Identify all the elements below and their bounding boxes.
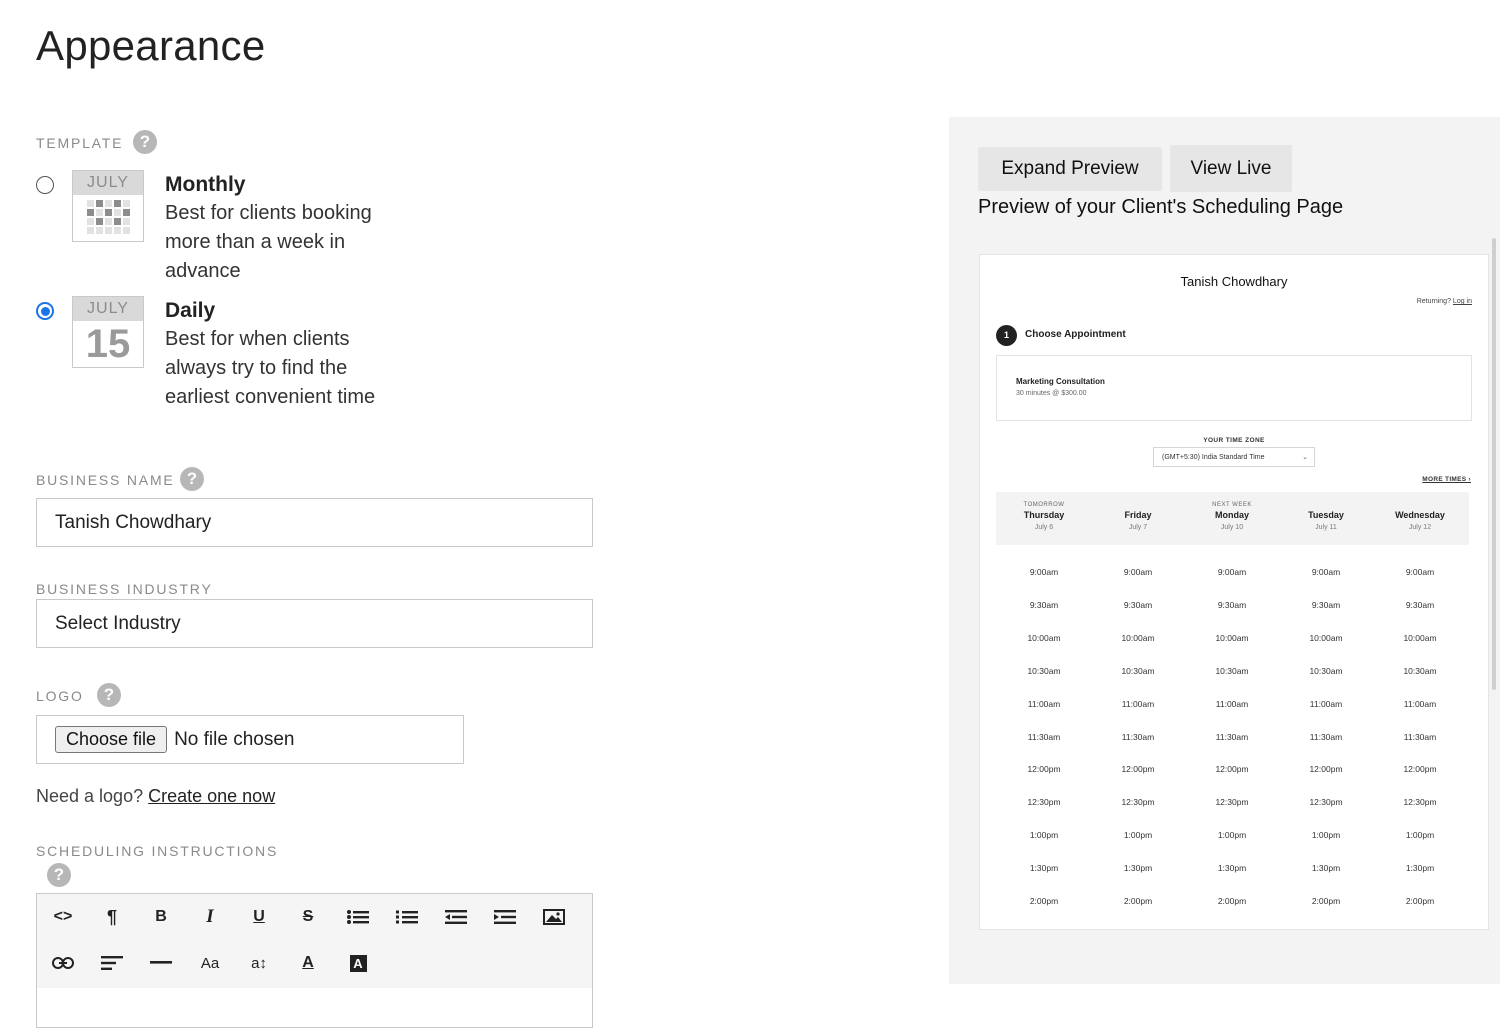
- chevron-right-icon: ›: [1468, 476, 1471, 483]
- time-slot[interactable]: 1:30pm: [1029, 863, 1059, 874]
- time-slot[interactable]: 1:00pm: [1311, 830, 1341, 841]
- time-slot[interactable]: 12:00pm: [1215, 764, 1249, 775]
- time-slot[interactable]: 12:00pm: [1121, 764, 1155, 775]
- time-slot[interactable]: 1:00pm: [1217, 830, 1247, 841]
- time-slot[interactable]: 9:30am: [1123, 599, 1153, 610]
- time-slot[interactable]: 9:00am: [1029, 567, 1059, 577]
- monthly-calendar-icon: [72, 170, 144, 242]
- underline-icon[interactable]: U: [253, 908, 265, 925]
- page-title: Appearance: [36, 22, 266, 69]
- day-date: July 12: [1408, 524, 1432, 531]
- preview-scrollbar[interactable]: [1492, 238, 1496, 690]
- appointment-card[interactable]: [996, 355, 1472, 421]
- calendar-month: JULY: [73, 297, 143, 321]
- italic-icon[interactable]: I: [206, 906, 214, 927]
- time-slot[interactable]: 9:00am: [1311, 567, 1341, 577]
- template-monthly-radio[interactable]: [36, 176, 54, 194]
- time-slot[interactable]: 10:30am: [1215, 665, 1249, 676]
- day-column: [999, 502, 1089, 531]
- business-name-label: BUSINESS NAME: [36, 472, 175, 488]
- time-slot[interactable]: 9:30am: [1311, 599, 1341, 610]
- time-slot[interactable]: 11:00am: [1215, 698, 1249, 709]
- time-slot[interactable]: 12:30pm: [1121, 797, 1155, 808]
- time-slot[interactable]: 1:30pm: [1405, 863, 1435, 874]
- day-date: July 7: [1128, 524, 1148, 531]
- time-slot[interactable]: 9:30am: [1029, 599, 1059, 610]
- day-label: [1093, 502, 1183, 510]
- expand-preview-button[interactable]: Expand Preview: [978, 147, 1162, 191]
- business-industry-label: BUSINESS INDUSTRY: [36, 581, 213, 597]
- bold-icon[interactable]: B: [155, 908, 167, 925]
- font-icon[interactable]: Aa: [200, 954, 220, 972]
- day-column: [1187, 502, 1277, 531]
- link-icon[interactable]: [48, 948, 78, 978]
- template-label: TEMPLATE: [36, 135, 124, 151]
- daily-calendar-icon: [72, 296, 144, 368]
- align-icon[interactable]: [97, 948, 127, 978]
- time-slot[interactable]: 10:30am: [1027, 665, 1061, 676]
- time-slot[interactable]: 11:30am: [1121, 731, 1155, 742]
- day-name: Friday: [1124, 510, 1152, 520]
- chevron-down-icon: ⌄: [1302, 454, 1308, 461]
- logo-prompt-text: Need a logo?: [36, 786, 144, 806]
- time-slot[interactable]: 10:00am: [1121, 632, 1155, 643]
- background-color-icon[interactable]: A: [343, 948, 373, 978]
- preview-business-name: Tanish Chowdhary: [1180, 274, 1288, 289]
- time-slot[interactable]: 1:00pm: [1123, 830, 1153, 841]
- day-date: July 6: [1034, 524, 1054, 531]
- time-slot[interactable]: 11:00am: [1121, 698, 1155, 709]
- scheduling-instructions-editor[interactable]: [36, 988, 593, 1028]
- day-label: [1375, 502, 1465, 510]
- template-daily-title: Daily: [165, 299, 216, 322]
- appointment-detail: 30 minutes @ $300.00: [1016, 390, 1087, 397]
- scheduling-instructions-label: SCHEDULING INSTRUCTIONS: [36, 843, 279, 859]
- step-number-badge: 1: [996, 325, 1017, 346]
- font-size-icon[interactable]: a↕: [251, 954, 267, 972]
- day-label: [1281, 502, 1371, 510]
- day-column: [1375, 502, 1465, 531]
- time-slot[interactable]: 11:00am: [1027, 698, 1061, 709]
- time-slot[interactable]: 2:00pm: [1029, 896, 1059, 906]
- time-slot[interactable]: 10:00am: [1403, 632, 1437, 643]
- time-slot[interactable]: 11:30am: [1403, 731, 1437, 742]
- time-slot[interactable]: 11:00am: [1309, 698, 1343, 709]
- view-live-button[interactable]: View Live: [1170, 145, 1292, 192]
- preview-returning: [1417, 298, 1472, 305]
- scheduling-instructions-help-icon[interactable]: ?: [47, 863, 71, 887]
- editor-toolbar: [36, 893, 593, 989]
- day-name: Tuesday: [1308, 510, 1344, 520]
- time-slot[interactable]: 12:30pm: [1215, 797, 1249, 808]
- logo-prompt: [36, 786, 275, 807]
- time-slot[interactable]: 12:30pm: [1403, 797, 1437, 808]
- appointment-name: Marketing Consultation: [1016, 377, 1105, 386]
- business-name-input[interactable]: Tanish Chowdhary: [36, 498, 593, 547]
- time-slot[interactable]: 12:30pm: [1309, 797, 1343, 808]
- returning-text: Returning?: [1416, 298, 1451, 305]
- time-slot[interactable]: 9:00am: [1123, 567, 1153, 577]
- time-slot[interactable]: 9:30am: [1217, 599, 1247, 610]
- time-slot[interactable]: 11:00am: [1403, 698, 1437, 709]
- timezone-label: YOUR TIME ZONE: [1203, 437, 1265, 444]
- paragraph-icon[interactable]: ¶: [106, 906, 117, 927]
- time-slot[interactable]: 12:30pm: [1027, 797, 1061, 808]
- choose-file-button[interactable]: Choose file: [55, 726, 167, 753]
- time-slot[interactable]: 11:30am: [1309, 731, 1343, 742]
- time-slot[interactable]: 9:00am: [1217, 567, 1247, 577]
- day-column: [1281, 502, 1371, 531]
- timezone-value: (GMT+5:30) India Standard Time: [1162, 453, 1265, 461]
- preview-heading: Preview of your Client's Scheduling Page: [978, 196, 1344, 218]
- logo-file-input[interactable]: [36, 715, 464, 764]
- file-status: No file chosen: [174, 728, 295, 750]
- time-slot[interactable]: 2:00pm: [1123, 896, 1153, 906]
- outdent-icon[interactable]: [441, 902, 471, 932]
- time-slot[interactable]: 1:00pm: [1029, 830, 1059, 841]
- logo-label: LOGO: [36, 688, 84, 704]
- time-slot[interactable]: 2:00pm: [1217, 896, 1247, 906]
- preview-frame: [979, 254, 1489, 930]
- time-slot[interactable]: 2:00pm: [1311, 896, 1341, 906]
- template-daily-description: Best for when clients always try to find the earliest convenient time: [165, 328, 376, 408]
- login-link[interactable]: Log in: [1452, 298, 1472, 305]
- time-slot[interactable]: 1:30pm: [1123, 863, 1153, 874]
- strikethrough-icon[interactable]: S: [302, 908, 314, 925]
- template-daily-radio[interactable]: [36, 302, 54, 320]
- time-slot[interactable]: 9:30am: [1405, 599, 1435, 610]
- time-slot[interactable]: 10:00am: [1309, 632, 1343, 643]
- day-column: [1093, 502, 1183, 531]
- source-code-icon[interactable]: <>: [53, 908, 73, 925]
- timezone-select[interactable]: [1153, 447, 1315, 467]
- logo-help-icon[interactable]: ?: [97, 683, 121, 707]
- text-color-icon[interactable]: A: [302, 954, 314, 971]
- calendar-day: 15: [85, 322, 131, 366]
- time-slot[interactable]: 1:00pm: [1405, 830, 1435, 841]
- time-slot[interactable]: 10:30am: [1309, 665, 1343, 676]
- time-slot[interactable]: 10:00am: [1027, 632, 1061, 643]
- template-monthly-title: Monthly: [165, 173, 246, 196]
- time-slot[interactable]: 12:00pm: [1403, 764, 1437, 775]
- time-slot[interactable]: 12:00pm: [1309, 764, 1343, 775]
- indent-icon[interactable]: [490, 902, 520, 932]
- more-times-link[interactable]: [1422, 476, 1471, 483]
- bullet-list-icon[interactable]: [343, 902, 373, 932]
- day-name: Thursday: [1023, 510, 1065, 520]
- day-name: Monday: [1214, 510, 1249, 520]
- time-slot[interactable]: 1:30pm: [1311, 863, 1341, 874]
- day-date: July 11: [1315, 524, 1337, 531]
- day-label: NEXT WEEK: [1212, 502, 1252, 508]
- business-industry-select[interactable]: Select Industry: [36, 599, 593, 648]
- day-name: Wednesday: [1395, 510, 1445, 520]
- more-times-label: MORE TIMES: [1422, 476, 1467, 483]
- time-slot[interactable]: 10:00am: [1215, 632, 1249, 643]
- numbered-list-icon[interactable]: [392, 902, 422, 932]
- time-slot[interactable]: 12:00pm: [1027, 764, 1061, 775]
- template-monthly-description: Best for clients booking more than a week in advance: [165, 202, 372, 282]
- day-date: July 10: [1220, 524, 1244, 531]
- time-slot[interactable]: 10:30am: [1121, 665, 1155, 676]
- step-title: Choose Appointment: [1025, 329, 1126, 340]
- create-logo-link[interactable]: Create one now: [148, 786, 276, 806]
- image-icon[interactable]: [539, 902, 569, 932]
- business-name-help-icon[interactable]: ?: [180, 467, 204, 491]
- time-slot[interactable]: 11:30am: [1215, 731, 1249, 742]
- time-slot[interactable]: 1:30pm: [1217, 863, 1247, 874]
- calendar-month: JULY: [73, 171, 143, 195]
- time-slot[interactable]: 11:30am: [1027, 731, 1061, 742]
- day-label: TOMORROW: [1023, 502, 1065, 508]
- time-slot[interactable]: 10:30am: [1403, 665, 1437, 676]
- time-slot[interactable]: 9:00am: [1405, 567, 1435, 577]
- template-help-icon[interactable]: ?: [133, 130, 157, 154]
- time-slot[interactable]: 2:00pm: [1405, 896, 1435, 906]
- horizontal-rule-icon[interactable]: [146, 948, 176, 978]
